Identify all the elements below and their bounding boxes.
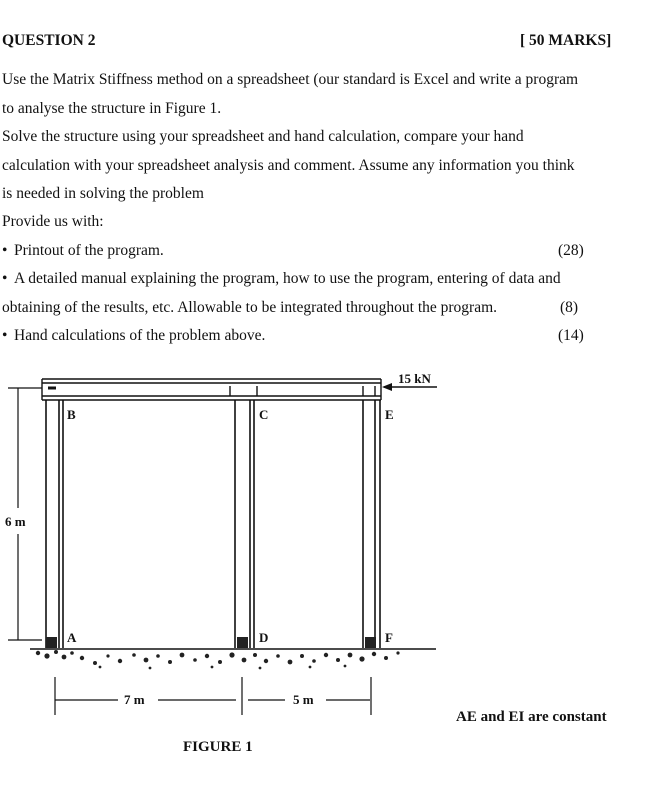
item-bullet-4: • [2,327,8,344]
constant-note: AE and EI are constant [456,709,607,725]
item-bullet-2: • [2,270,8,287]
item-marks-4: (14) [558,327,584,344]
body-line-4: calculation with your spreadsheet analysis and comment. Assume any information you think [2,157,575,174]
item-bullet-1: • [2,242,8,259]
item-text-4: Hand calculations of the problem above. [14,327,266,344]
node-f-label: F [385,630,393,645]
body-line-3: Solve the structure using your spreadsheet and hand calculation, compare your hand [2,128,524,145]
span-1-label: 7 m [124,692,145,707]
item-text-2: A detailed manual explaining the program, how to use the program, entering of data and [14,270,561,287]
item-text-1: Printout of the program. [14,242,164,259]
span-dimensions [55,677,371,715]
node-c-label: C [259,407,269,422]
column-dc [235,400,254,648]
node-d-label: D [259,630,269,645]
marks-total: [ 50 MARKS] [520,32,612,49]
node-a-label: A [67,630,77,645]
support-a [46,637,57,648]
node-e-label: E [385,407,394,422]
ground [30,649,436,669]
support-d [237,637,248,648]
column-fe [363,400,380,648]
figure-caption: FIGURE 1 [183,739,253,755]
item-marks-1: (28) [558,242,584,259]
body-line-1: Use the Matrix Stiffness method on a spreadsheet (our standard is Excel and write a program [2,71,579,88]
column-ab [46,400,63,648]
support-f [365,637,376,648]
beam [42,379,381,400]
load-label: 15 kN [398,371,431,386]
height-label: 6 m [5,514,26,529]
item-marks-3: (8) [560,299,579,316]
node-b-label: B [67,407,76,422]
span-2-label: 5 m [293,692,314,707]
question-title: QUESTION 2 [2,32,96,49]
item-text-3: obtaining of the results, etc. Allowable to be integrated throughout the program. [2,299,498,316]
body-line-5: is needed in solving the problem [2,185,204,202]
body-line-2: to analyse the structure in Figure 1. [2,100,222,117]
body-line-6: Provide us with: [2,213,104,230]
